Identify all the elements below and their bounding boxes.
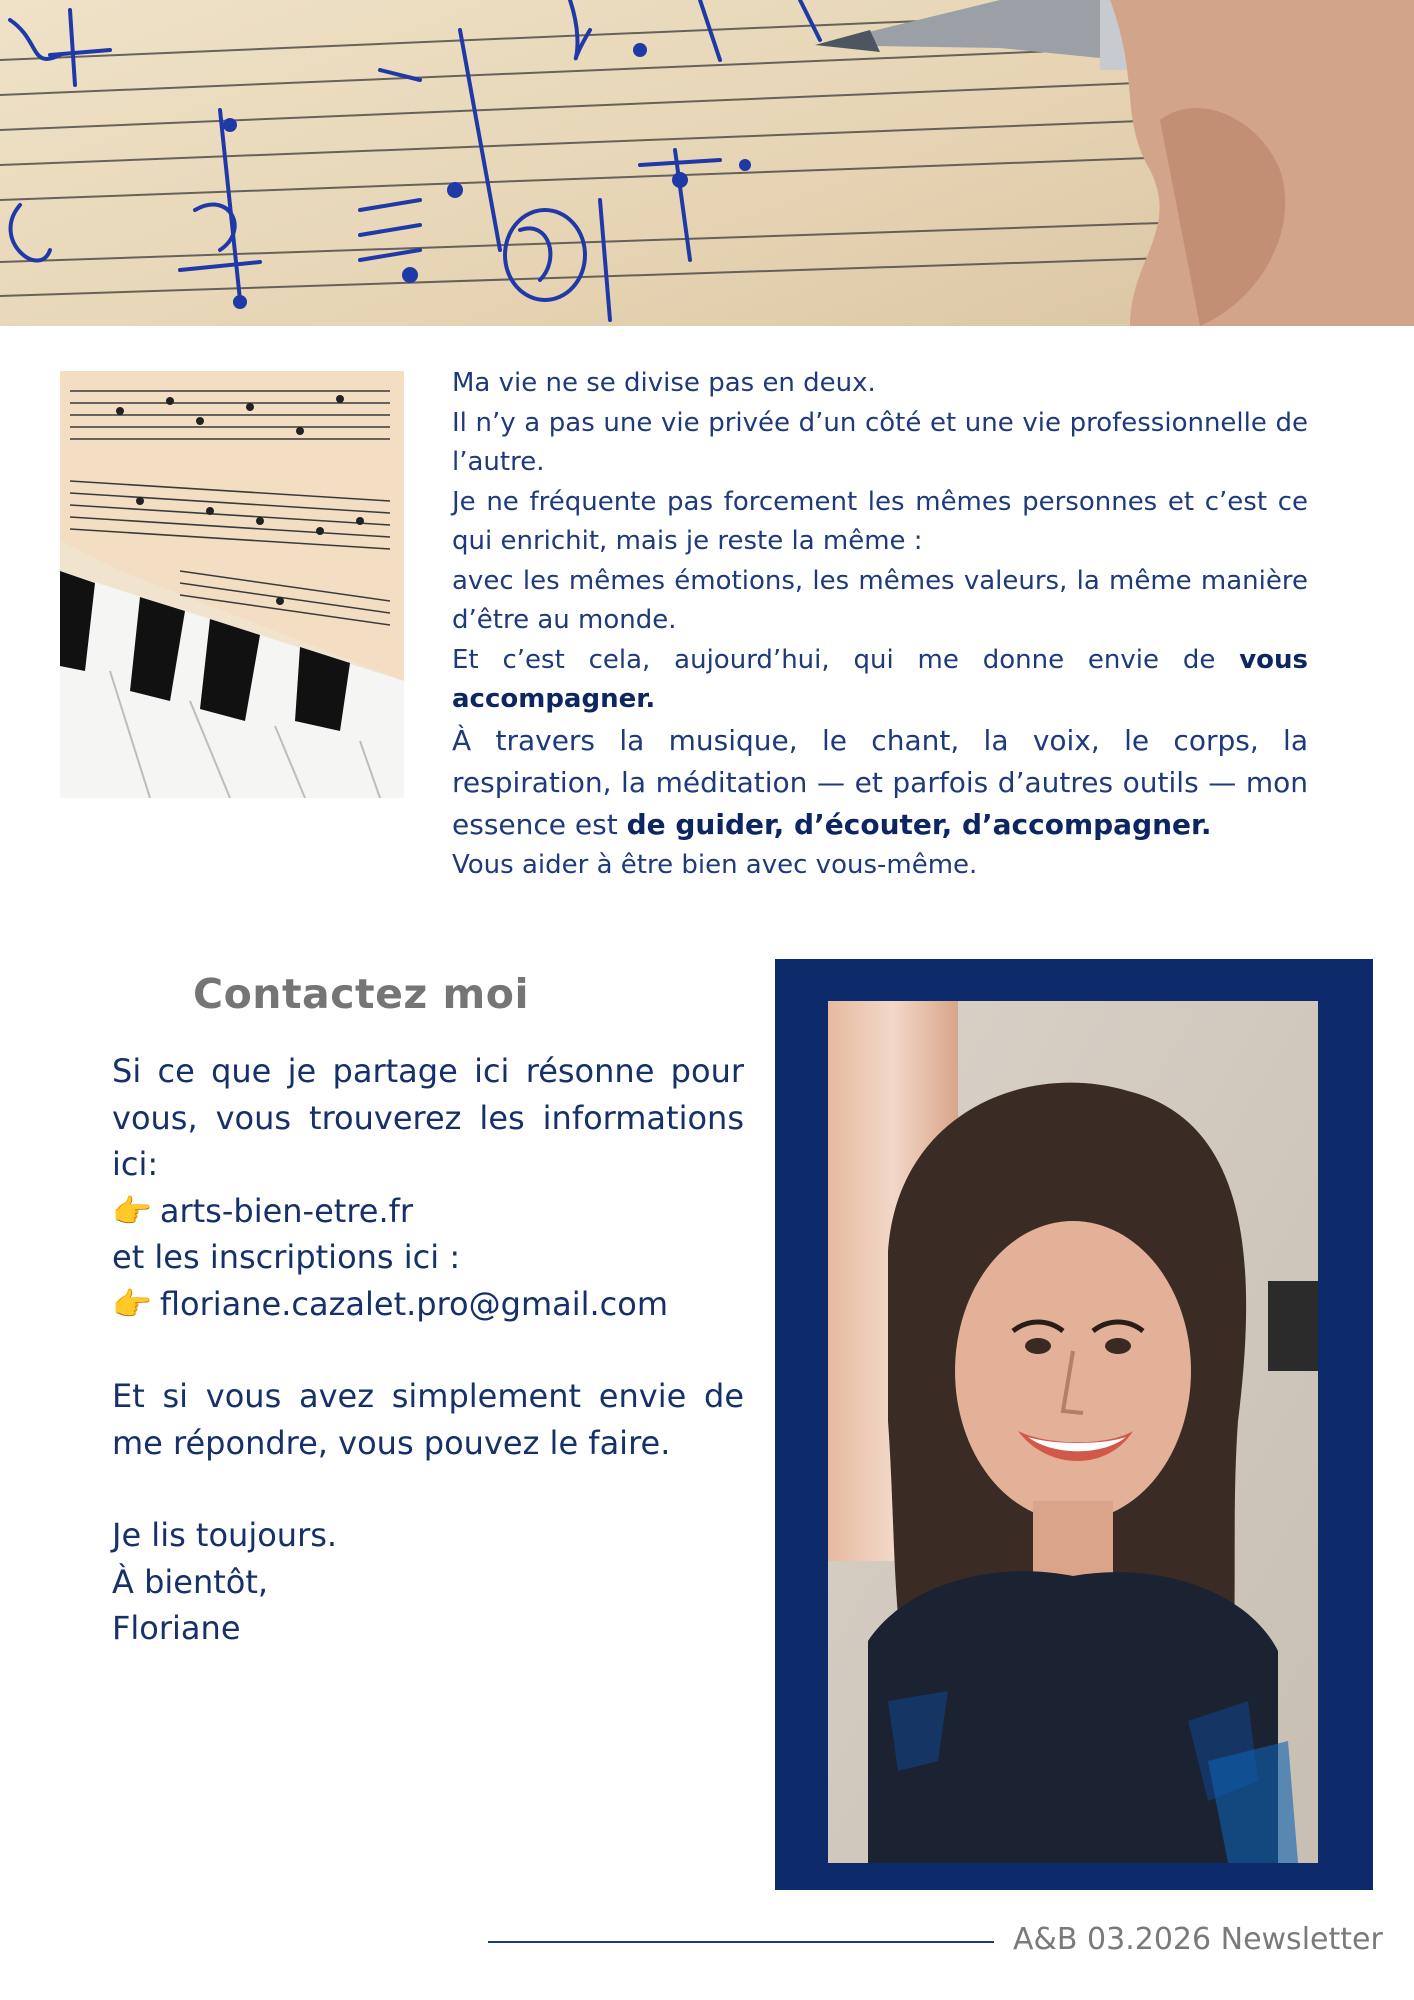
header-banner-image bbox=[0, 0, 1414, 326]
reply-text: Et si vous avez simplement envie de me répondre, vous pouvez le faire. bbox=[112, 1377, 744, 1462]
registration-text: et les inscriptions ici : bbox=[112, 1238, 461, 1276]
closing-line-2: À bientôt, bbox=[112, 1562, 269, 1601]
email-line bbox=[112, 1281, 744, 1328]
intro-line-4: avec les mêmes émotions, les mêmes valeurs, la même manière d’être au monde. bbox=[452, 565, 1308, 635]
closing-line-1: Je lis toujours. bbox=[112, 1516, 338, 1554]
intro-line-5-bold: vous accompagner. bbox=[452, 644, 1308, 714]
website-link[interactable]: arts-bien-etre.fr bbox=[159, 1191, 414, 1230]
contact-text bbox=[112, 1048, 744, 1652]
intro-line-7: Vous aider à être bien avec vous-même. bbox=[452, 849, 978, 880]
intro-line-1: Ma vie ne se divise pas en deux. bbox=[452, 368, 876, 398]
intro-line-3: Je ne fréquente pas forcement les mêmes personnes et c’est ce qui enrichit, mais je reste la même : bbox=[452, 486, 1308, 556]
intro-line-6-text: À travers la musique, le chant, la voix, le corps, la respiration, la méditation — et parfois d’autres outils — mon essence est bbox=[452, 723, 1308, 841]
contact-title: Contactez moi bbox=[193, 970, 530, 1018]
intro-line-5-text: Et c’est cela, aujourd’hui, qui me donne envie de bbox=[452, 644, 1240, 675]
footer-divider bbox=[488, 1941, 994, 1943]
portrait-photo bbox=[828, 1001, 1318, 1863]
pointing-hand-icon: 👉 bbox=[112, 1191, 152, 1230]
email-link[interactable]: floriane.cazalet.pro@gmail.com bbox=[159, 1284, 669, 1323]
sheet-music-piano-photo bbox=[60, 371, 404, 798]
pointing-hand-icon: 👉 bbox=[112, 1284, 152, 1323]
website-line bbox=[112, 1188, 744, 1235]
portrait-frame bbox=[775, 959, 1373, 1890]
footer-label: A&B 03.2026 Newsletter bbox=[1013, 1922, 1383, 1957]
contact-intro: Si ce que je partage ici résonne pour vous, vous trouverez les informations ici: bbox=[112, 1052, 744, 1183]
spacer bbox=[112, 1466, 744, 1512]
intro-line-6 bbox=[452, 720, 1308, 846]
signature: Floriane bbox=[112, 1609, 241, 1647]
intro-line-6-bold: de guider, d’écouter, d’accompagner. bbox=[626, 807, 1212, 841]
intro-line-5 bbox=[452, 641, 1308, 720]
spacer bbox=[112, 1327, 744, 1373]
intro-text bbox=[452, 364, 1308, 885]
intro-line-2: Il n’y a pas une vie privée d’un côté et une vie professionnelle de l’autre. bbox=[452, 407, 1308, 477]
